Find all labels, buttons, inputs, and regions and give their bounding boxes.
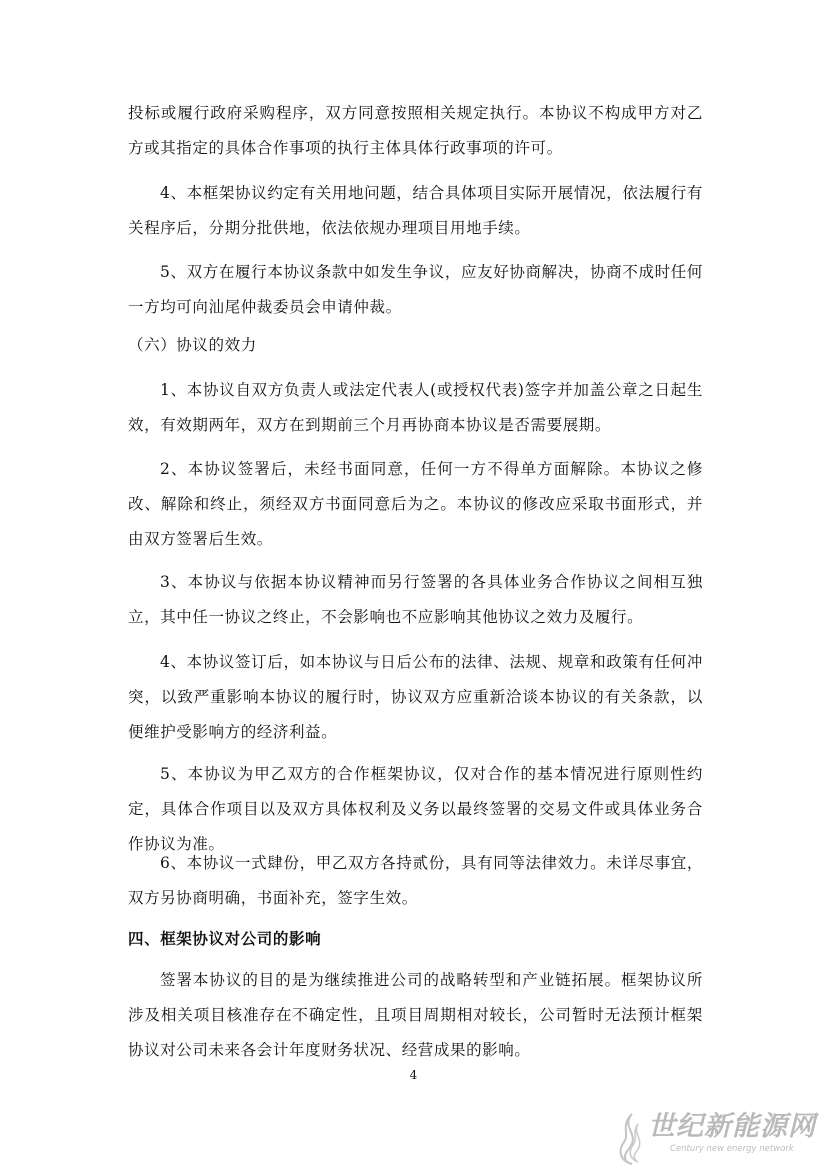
watermark-text-cn: 世纪新能源网 bbox=[648, 1111, 816, 1142]
paragraph-effect-clause-4: 4、本协议签订后，如本协议与日后公布的法律、法规、规章和政策有任何冲突，以致严重影响本协议的履行时，协议双方应重新洽谈本协议的有关条款，以便维护受影响方的经济利益。 bbox=[128, 653, 703, 741]
watermark-logo bbox=[612, 1110, 822, 1166]
paragraph-impact: 签署本协议的目的是为继续推进公司的战略转型和产业链拓展。框架协议所涉及相关项目核准存在不确定性，且项目周期相对较长，公司暂时无法预计框架协议对公司未来各会计年度财务状况、经营成果的影响。 bbox=[128, 971, 703, 1059]
paragraph-effect-clause-1: 1、本协议自双方负责人或法定代表人(或授权代表)签字并加盖公章之日起生效，有效期两年，双方在到期前三个月再协商本协议是否需要展期。 bbox=[128, 381, 703, 434]
watermark-text-en: Century new energy network bbox=[670, 1144, 794, 1154]
paragraph-procurement-continued: 投标或履行政府采购程序，双方同意按照相关规定执行。本协议不构成甲方对乙方或其指定的具体合作事项的执行主体具体行政事项的许可。 bbox=[128, 104, 703, 157]
paragraph-effect-clause-2: 2、本协议签署后，未经书面同意，任何一方不得单方面解除。本协议之修改、解除和终止，须经双方书面同意后为之。本协议的修改应采取书面形式，并由双方签署后生效。 bbox=[128, 460, 703, 548]
paragraph-effect-clause-3: 3、本协议与依据本协议精神而另行签署的各具体业务合作协议之间相互独立，其中任一协议之终止，不会影响也不应影响其他协议之效力及履行。 bbox=[128, 573, 703, 626]
paragraph-effect-clause-6: 6、本协议一式肆份，甲乙双方各持贰份，具有同等法律效力。未详尽事宜，双方另协商明确，书面补充，签字生效。 bbox=[128, 854, 703, 907]
paragraph-dispute-resolution: 5、双方在履行本协议条款中如发生争议，应友好协商解决，协商不成时任何一方均可向汕尾仲裁委员会申请仲裁。 bbox=[128, 263, 703, 316]
page-number: 4 bbox=[409, 1068, 418, 1082]
subsection-heading-agreement-effect: （六）协议的效力 bbox=[128, 336, 257, 354]
section-heading-impact: 四、框架协议对公司的影响 bbox=[128, 929, 322, 948]
paragraph-land-use: 4、本框架协议约定有关用地问题，结合具体项目实际开展情况，依法履行有关程序后，分期分批供地，依法依规办理项目用地手续。 bbox=[128, 184, 703, 237]
flame-swirl-icon bbox=[612, 1110, 652, 1166]
paragraph-effect-clause-5: 5、本协议为甲乙双方的合作框架协议，仅对合作的基本情况进行原则性约定，具体合作项目以及双方具体权利及义务以最终签署的交易文件或具体业务合作协议为准。 bbox=[128, 765, 703, 853]
